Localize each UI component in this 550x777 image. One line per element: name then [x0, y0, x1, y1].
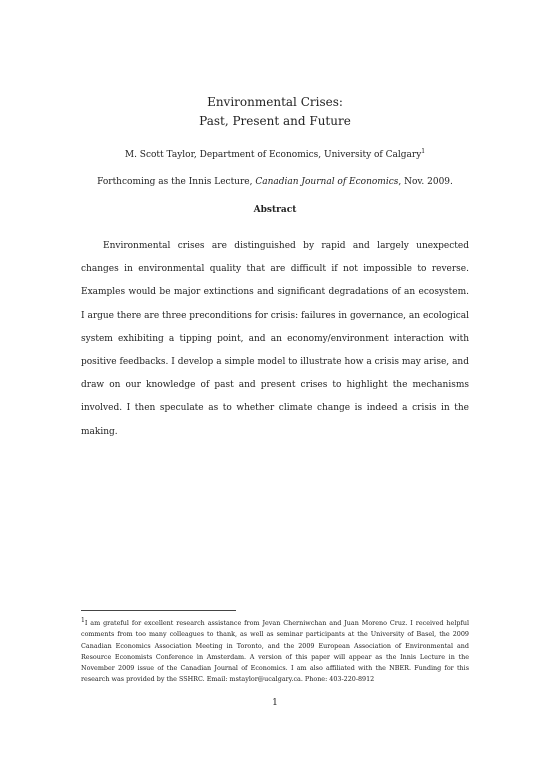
publication-note-prefix: Forthcoming as the Innis Lecture, — [97, 177, 256, 187]
paper-title — [0, 93, 550, 131]
footnote-text: I am grateful for excellent research assistance from Jevan Cherniwchan and Juan Moreno Cruz. I received helpful comments from too many colleagues to thank, as well as seminar participants at the University of Basel, the 2009 Canadian Economics Association Meeting in Toronto, and the 2009 European Association of Environmental and Resource Economists Conference in Amsterdam. A version of this paper will appear as the Innis Lecture in the November 2009 issue of the Canadian Journal of Economics. I am also affiliated with the NBER. Funding for this research was provided by the SSHRC. Email: mstaylor@ucalgary.ca. Phone: 403-220-8912 — [81, 619, 469, 684]
author-line: M. Scott Taylor, Department of Economics, University of Calgary — [124, 150, 422, 160]
title-line-2: Past, Present and Future — [199, 114, 351, 128]
page-number: 1 — [272, 698, 278, 708]
footnote — [81, 615, 469, 685]
author-affiliation — [0, 148, 550, 160]
footnote-mark: 1 — [81, 617, 85, 624]
author-footnote-mark[interactable]: 1 — [421, 148, 426, 155]
publication-note — [0, 177, 550, 187]
publication-note-suffix: , Nov. 2009. — [398, 177, 453, 187]
title-line-1: Environmental Crises: — [207, 95, 343, 109]
abstract-body: Environmental crises are distinguished by rapid and largely unexpected changes in environmental quality that are difficult if not impossible to reverse. Examples would be major extinctions and significant degradations of an ecosystem. I argue there are three preconditions for crisis: failures in governance, an ecological system exhibiting a tipping point, and an economy/environment interaction with positive feedbacks. I develop a simple model to illustrate how a crisis may arise, and draw on our knowledge of past and present crises to highlight the mechanisms involved. I then speculate as to whether climate change is indeed a crisis in the making. — [81, 241, 469, 437]
journal-name: Canadian Journal of Economics — [255, 177, 399, 187]
abstract-heading: Abstract — [253, 205, 297, 215]
footnote-divider — [81, 610, 236, 611]
